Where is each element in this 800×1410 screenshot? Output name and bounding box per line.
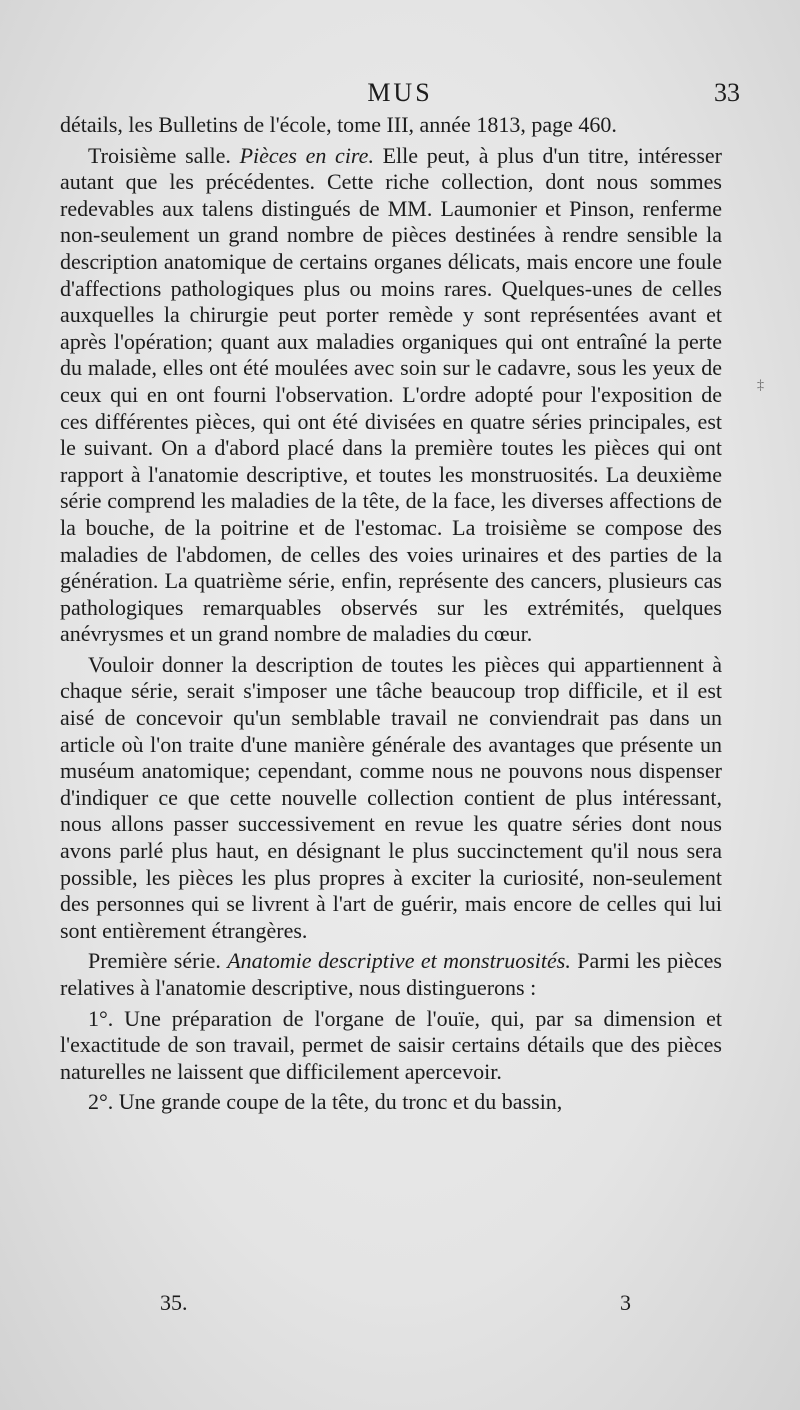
text-run: 1°. Une préparation de l'organe de l'ouïe, qui, par sa dimension et l'exactitude de son travail, permet de saisir certains détails que des pièces naturelles ne laissent que difficilement apercevoir. <box>60 1005 722 1084</box>
text-run: Parmi les pièces relatives à l'anatomie descriptive, nous distinguerons : <box>60 948 722 1000</box>
paragraph <box>60 1006 722 1086</box>
margin-mark: ‡ <box>757 378 764 393</box>
sheet-signature: 3 <box>620 1290 631 1315</box>
volume-signature: 35. <box>160 1290 188 1315</box>
paragraph <box>60 1089 722 1116</box>
page-footer <box>60 1290 740 1320</box>
page-number: 33 <box>714 78 740 107</box>
text-run: détails, les Bulletins de l'école, tome III, année 1813, page 460. <box>60 112 617 137</box>
text-run: Première série. <box>88 948 228 974</box>
text-run: Troisième salle. <box>88 142 240 168</box>
body-text <box>60 112 722 1116</box>
paragraph <box>60 112 722 139</box>
page-header <box>60 78 740 112</box>
italic-heading: Anatomie descriptive et monstruosités. <box>227 948 571 974</box>
paragraph <box>60 948 722 1001</box>
paragraph <box>60 143 722 648</box>
italic-heading: Pièces en cire. <box>239 142 374 168</box>
text-run: Vouloir donner la description de toutes les pièces qui appartiennent à chaque série, serait s'imposer une tâche beaucoup trop difficile, et il est aisé de concevoir qu'un semblable travail ne conviendrait pas dans un article où l'on traite d'une manière générale des avantages que présente un muséum anatomique; cependant, comme nous ne pouvons nous dispenser d'indiquer ce que cette nouvelle collection contient de plus intéressant, nous allons passer successivement en revue les quatre séries dont nous avons parlé plus haut, en désignant le plus succinctement qu'il nous sera possible, les pièces les plus propres à exciter la curiosité, non-seulement des personnes qui se livrent à l'art de guérir, mais encore de celles qui lui sont entièrement étrangères. <box>60 651 722 943</box>
paragraph <box>60 652 722 945</box>
text-run: Elle peut, à plus d'un titre, intéresser autant que les précédentes. Cette riche collection, dont nous sommes redevables aux talens distingués de MM. Laumonier et Pinson, renferme non-seulement un grand nombre de pièces destinées à rendre sensible la description anatomique de certains organes délicats, mais encore une foule d'affections pathologiques plus ou moins rares. Quelques-unes de celles auxquelles la chirurgie peut porter remède y sont représentées avant et après l'opération; quant aux maladies organiques qui ont entraîné la perte du malade, elles ont été moulées avec soin sur le cadavre, sous les yeux de ceux qui en ont fourni l'observation. L'ordre adopté pour l'exposition de ces différentes pièces, qui ont été divisées en quatre séries principales, est le suivant. On a d'abord placé dans la première toutes les pièces qui ont rapport à l'anatomie descriptive, et toutes les monstruosités. La deuxième série comprend les maladies de la tête, de la face, les diverses affections de la bouche, de la poitrine et de l'estomac. La troisième se compose des maladies de l'abdomen, de celles des voies urinaires et des parties de la génération. La quatrième série, enfin, représente des cancers, plusieurs cas pathologiques remarquables observés sur les extrémités, quelques anévrysmes et un grand nombre de maladies du cœur. <box>60 142 723 647</box>
running-head: MUS <box>367 78 433 107</box>
text-run: 2°. Une grande coupe de la tête, du tronc et du bassin, <box>88 1089 563 1115</box>
